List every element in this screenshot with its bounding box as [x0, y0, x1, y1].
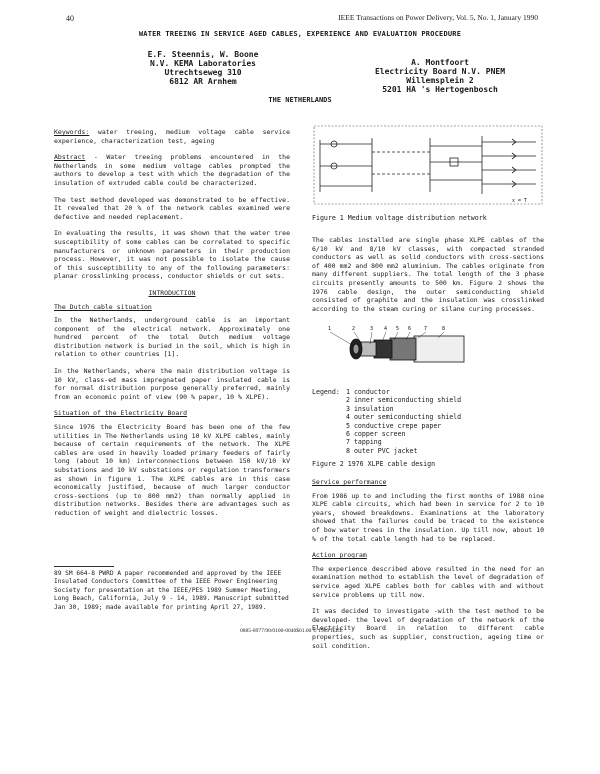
abstract-text: - Water treeing problems encountered in the Netherlands in some medium voltage cables prompted the authors to develop a test with which the degradation of the insulation of extruded cable could be characterized.	[54, 153, 290, 187]
cable-callout-6: 6	[408, 326, 412, 332]
paragraph-action-1: The experience described above resulted in the need for an examination method to establish the level of degradation of service aged XLPE cables both for cables with and without service problems up till now.	[312, 564, 544, 599]
paragraph-dutch-1: In the Netherlands, underground cable is an important component of the electrical network. Approximately one hundred percent of the total Dutch medium voltage distribution network is buried in the soil, which is high in relation to other countries [1].	[54, 316, 290, 359]
figure-1-network-diagram	[312, 122, 544, 208]
footnote: 89 SM 664-8 PWRD A paper recommended and approved by the IEEE Insulated Conductors Committee of the IEEE Power Engineering Society for presentation at the IEEE/PES 1989 Summer Meeting, Long Beach, California, July 9 - 14, 1989. Manuscript submitted Jan 30, 1989; made available for printing April 27, 1989.	[54, 570, 289, 611]
paragraph-action-2: It was decided to investigate -with the test method to be developed- the level of degradation of the network of the Electricity Board in relation to different cable properties, such as supplier, construction, ageing time or soil condition.	[312, 607, 544, 650]
legend-item: 2 inner semiconducting shield	[346, 396, 462, 405]
copyright-code: 0885-8977/90/0100-0040$01.00 © 1989 IEEE	[240, 628, 343, 634]
authors-country: THE NETHERLANDS	[268, 96, 332, 104]
figure-2-cable-illustration	[318, 322, 468, 378]
paragraph-electricity-board: Since 1976 the Electricity Board has been one of the few utilities in The Netherlands using 10 kV XLPE cables, mainly because of certain requirements of the network. The XLPE cables are used in heavily loaded primary feeders of fairly long (about 10 km) interconnections between 150 kV/10 kV substations and 10 kV substations or regulation transformers as shown in figure 1. The XLPE cables are in this case economically justified, because of much larger conductor cross-sections (up to 800 mm2) than normally applied in distribution networks. Besides there are advantages such as reduction of weight and dielectric losses.	[54, 423, 290, 517]
page-number: 40	[66, 14, 74, 23]
footnote-divider	[54, 566, 114, 567]
author-affiliation: Electricity Board N.V. PNEM	[374, 67, 506, 76]
legend-item: 1 conductor	[346, 388, 390, 396]
author-city: 5201 HA 's Hertogenbosch	[382, 85, 498, 94]
cable-semiconducting-shield	[374, 340, 392, 358]
figure-2-caption: Figure 2 1976 XLPE cable design	[312, 460, 436, 468]
legend-item: 7 tapping	[346, 438, 382, 447]
keywords-text: water treeing, medium voltage cable service experience, characterization test, ageing	[54, 128, 290, 145]
electricity-board-heading: Situation of the Electricity Board	[54, 409, 188, 418]
author-city: 6812 AR Arnhem	[169, 77, 237, 86]
abstract-label: Abstract	[54, 153, 86, 162]
diagram-frame	[314, 126, 542, 204]
paper-title: WATER TREEING IN SERVICE AGED CABLES, EXPERIENCE AND EVALUATION PROCEDURE	[138, 30, 462, 38]
figure-1-caption: Figure 1 Medium voltage distribution network	[312, 214, 487, 222]
figure-2-legend-label: Legend:	[312, 388, 340, 396]
author-street: Willemsplein 2	[406, 76, 474, 85]
legend-item: 4 outer semiconducting shield	[346, 413, 462, 422]
cable-callout-4: 4	[384, 326, 388, 332]
paragraph-dutch-2: In the Netherlands, where the main distribution voltage is 10 kV, class-ed mass impregnated paper insulated cable is for normal distribution purpose generally preferred, mainly from an economic point of view (90 % paper, 10 % XLPE).	[54, 367, 290, 401]
paragraph-evaluating: In evaluating the results, it was shown that the water tree susceptibility of some cables can be correlated to specific manufacturers or unknown parameters in their production process. However, it was not possible to isolate the cause of this susceptibility to any of the following parameters: planar crosslinking process, conductor shields or cut sets.	[54, 229, 290, 281]
cable-leader-line	[330, 332, 354, 346]
cable-callout-8: 8	[442, 326, 446, 332]
author-street: Utrechtseweg 310	[164, 68, 242, 77]
cable-callout-5: 5	[396, 326, 400, 332]
paragraph-cables-installed: The cables installed are single phase XLPE cables of the 6/10 kV and 8/10 kV classes, with compacted stranded conductors as well as solid conductors with cross-sections of 400 mm2 and 800 mm2 aluminium. The cables originate from many different suppliers. The total length of the 3 phase circuits presently amounts to 500 km. Figure 2 shows the 1976 cable design, the outer semiconducting shield consisted of graphite and the insulation was crosslinked according to the steam curing or silane curing processes.	[312, 236, 544, 313]
paragraph-service-performance: From 1986 up to and including the first months of 1988 nine XLPE cable circuits, which had been in service for 2 to 10 years, showed breakdowns. Examinations at the laboratory showed that the failures could be traced to the existence of bow water trees in the insulation. Up till now, about 10 % of the total cable length had to be replaced.	[312, 491, 544, 543]
legend-item: 6 copper screen	[346, 429, 406, 438]
journal-header: IEEE Transactions on Power Delivery, Vol. 5, No. 1, January 1990	[338, 13, 538, 22]
cable-callout-2: 2	[352, 326, 356, 332]
authors-left	[118, 50, 288, 86]
cable-callout-7: 7	[424, 326, 428, 332]
authors-right	[340, 58, 540, 94]
dutch-cable-heading: The Dutch cable situation	[54, 302, 152, 311]
left-column	[54, 128, 290, 526]
cable-callout-3: 3	[370, 326, 374, 332]
cable-outer-jacket	[414, 336, 464, 362]
keywords-label: Keywords:	[54, 128, 90, 136]
cable-copper-screen	[390, 338, 416, 360]
author-affiliation: N.V. KEMA Laboratories	[150, 59, 256, 68]
action-program-heading: Action program	[312, 551, 367, 560]
author-names: E.F. Steennis, W. Boone	[147, 50, 259, 59]
figure-1-legend-text: x = T	[512, 198, 528, 204]
introduction-heading: INTRODUCTION	[148, 288, 196, 297]
service-performance-heading: Service performance	[312, 478, 387, 486]
figure-2-legend	[346, 388, 461, 455]
cable-callout-1: 1	[328, 326, 332, 332]
author-names: A. Montfoort	[411, 58, 469, 67]
paragraph-test-method: The test method developed was demonstrated to be effective. It revealed that 20 % of the network cables examined were defective and needed replacement.	[54, 195, 290, 221]
legend-item: 5 conductive crepe paper	[346, 421, 442, 430]
cable-conductor	[353, 344, 359, 354]
legend-item: 8 outer PVC jacket	[346, 446, 418, 455]
legend-item: 3 insulation	[346, 404, 394, 413]
right-column-lower	[312, 478, 544, 658]
